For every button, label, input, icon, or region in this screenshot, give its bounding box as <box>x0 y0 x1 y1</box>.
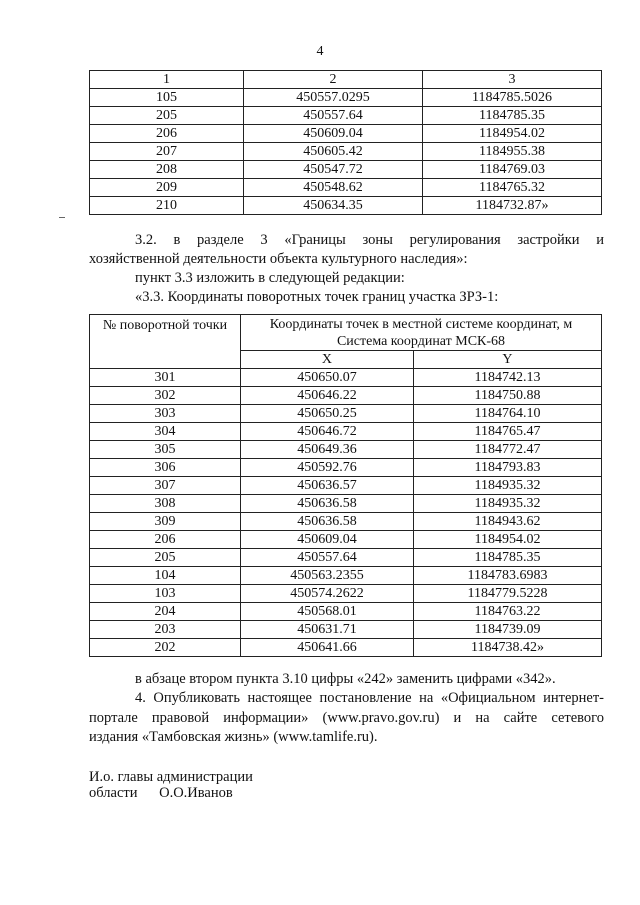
table-cell: 450650.25 <box>241 405 414 423</box>
table-cell: 207 <box>90 143 244 161</box>
table-row <box>90 603 602 621</box>
page-number: 4 <box>316 44 324 59</box>
table-cell: 105 <box>90 89 244 107</box>
paragraph-3-2-line2: хозяйственной деятельности объекта культурного наследия»: <box>89 251 468 267</box>
table-cell: 1184732.87» <box>423 197 602 215</box>
table-cell: 304 <box>90 423 241 441</box>
table-cell: 209 <box>90 179 244 197</box>
table-cell: 303 <box>90 405 241 423</box>
table-cell: 1184785.35 <box>423 107 602 125</box>
table-row <box>90 405 602 423</box>
paragraph-item-3-3: пункт 3.3 изложить в следующей редакции: <box>135 270 405 286</box>
table-cell: 204 <box>90 603 241 621</box>
table-cell: 308 <box>90 495 241 513</box>
table-cell: 205 <box>90 549 241 567</box>
table-row <box>90 621 602 639</box>
table-row <box>90 513 602 531</box>
table-cell: 450609.04 <box>244 125 423 143</box>
table-row <box>90 567 602 585</box>
coordinates-table-continued <box>89 70 602 215</box>
table-cell: 1184785.5026 <box>423 89 602 107</box>
table-cell: 450636.58 <box>241 513 414 531</box>
column-number-header: 2 <box>244 71 423 89</box>
table-cell: 450557.64 <box>241 549 414 567</box>
table-row <box>90 143 602 161</box>
table-cell: 450574.2622 <box>241 585 414 603</box>
header-point-number: № поворотной точки <box>90 315 241 369</box>
table-cell: 1184779.5228 <box>413 585 601 603</box>
table-row <box>90 161 602 179</box>
zrz1-coordinates-table <box>89 314 602 657</box>
paragraph-3-3-title: «3.3. Координаты поворотных точек границ участка ЗРЗ-1: <box>135 289 499 305</box>
table-row <box>90 107 602 125</box>
table-row <box>90 639 602 657</box>
signature-name: О.О.Иванов <box>159 785 233 801</box>
table-cell: 208 <box>90 161 244 179</box>
signature-title: И.о. главы администрации <box>89 769 253 785</box>
table-row <box>90 477 602 495</box>
table-cell: 450636.58 <box>241 495 414 513</box>
header-y: Y <box>413 351 601 369</box>
column-number-header: 1 <box>90 71 244 89</box>
table-cell: 450568.01 <box>241 603 414 621</box>
table-cell: 1184785.35 <box>413 549 601 567</box>
table-row <box>90 369 602 387</box>
paragraph-3-2-line1: 3.2. в разделе 3 «Границы зоны регулирования застройки и <box>135 232 604 248</box>
table-cell: 1184738.42» <box>413 639 601 657</box>
table-cell: 103 <box>90 585 241 603</box>
table-cell: 309 <box>90 513 241 531</box>
column-number-header: 3 <box>423 71 602 89</box>
table-cell: 450563.2355 <box>241 567 414 585</box>
table-cell: 1184954.02 <box>423 125 602 143</box>
table-cell: 302 <box>90 387 241 405</box>
table-cell: 450592.76 <box>241 459 414 477</box>
table-cell: 1184765.32 <box>423 179 602 197</box>
table-cell: 1184764.10 <box>413 405 601 423</box>
table-cell: 1184772.47 <box>413 441 601 459</box>
table-cell: 305 <box>90 441 241 459</box>
table-cell: 307 <box>90 477 241 495</box>
table-cell: 205 <box>90 107 244 125</box>
table-cell: 450557.0295 <box>244 89 423 107</box>
table-cell: 1184943.62 <box>413 513 601 531</box>
table-cell: 203 <box>90 621 241 639</box>
table-cell: 1184763.22 <box>413 603 601 621</box>
header-coords-line1: Координаты точек в местной системе координат, м <box>269 317 573 332</box>
table-cell: 210 <box>90 197 244 215</box>
table-cell: 450605.42 <box>244 143 423 161</box>
table-row <box>90 89 602 107</box>
table-cell: 450649.36 <box>241 441 414 459</box>
paragraph-4-line2: портале правовой информации» (www.pravo.gov.ru) и на сайте сетевого <box>89 710 604 726</box>
table-cell: 450641.66 <box>241 639 414 657</box>
paragraph-4-line3: издания «Тамбовская жизнь» (www.tamlife.ru). <box>89 729 378 745</box>
paragraph-4-line1: 4. Опубликовать настоящее постановление на «Официальном интернет- <box>135 690 604 706</box>
table-cell: 206 <box>90 531 241 549</box>
table-cell: 1184783.6983 <box>413 567 601 585</box>
table-cell: 1184955.38 <box>423 143 602 161</box>
table-cell: 1184793.83 <box>413 459 601 477</box>
table-cell: 450646.72 <box>241 423 414 441</box>
table-cell: 1184742.13 <box>413 369 601 387</box>
table-row <box>90 387 602 405</box>
table-row <box>90 585 602 603</box>
table-row <box>90 549 602 567</box>
table-cell: 1184750.88 <box>413 387 601 405</box>
table-cell: 1184765.47 <box>413 423 601 441</box>
table-cell: 450609.04 <box>241 531 414 549</box>
table-cell: 450636.57 <box>241 477 414 495</box>
paragraph-amend-3-10: в абзаце втором пункта 3.10 цифры «242» заменить цифрами «342». <box>135 671 556 687</box>
table-row <box>90 459 602 477</box>
signature-line2 <box>89 784 233 802</box>
table-cell: 450631.71 <box>241 621 414 639</box>
table-row <box>90 423 602 441</box>
table-cell: 306 <box>90 459 241 477</box>
header-coords-line2: Система координат МСК-68 <box>336 334 506 349</box>
table-cell: 450634.35 <box>244 197 423 215</box>
table-cell: 206 <box>90 125 244 143</box>
table-cell: 202 <box>90 639 241 657</box>
margin-mark <box>59 217 65 218</box>
table-row <box>90 179 602 197</box>
table-cell: 1184935.32 <box>413 495 601 513</box>
table-row <box>90 531 602 549</box>
header-coords <box>241 315 602 351</box>
table-cell: 1184954.02 <box>413 531 601 549</box>
table-row <box>90 197 602 215</box>
table-cell: 450547.72 <box>244 161 423 179</box>
table-cell: 1184739.09 <box>413 621 601 639</box>
table-cell: 104 <box>90 567 241 585</box>
table-row <box>90 125 602 143</box>
header-x: X <box>241 351 414 369</box>
table-cell: 450650.07 <box>241 369 414 387</box>
signature-region: области <box>89 785 138 801</box>
table-cell: 450646.22 <box>241 387 414 405</box>
table-cell: 450557.64 <box>244 107 423 125</box>
table-header-row <box>90 71 602 89</box>
table-cell: 450548.62 <box>244 179 423 197</box>
table-row <box>90 495 602 513</box>
table-cell: 1184769.03 <box>423 161 602 179</box>
table-cell: 1184935.32 <box>413 477 601 495</box>
table-row <box>90 441 602 459</box>
table-cell: 301 <box>90 369 241 387</box>
